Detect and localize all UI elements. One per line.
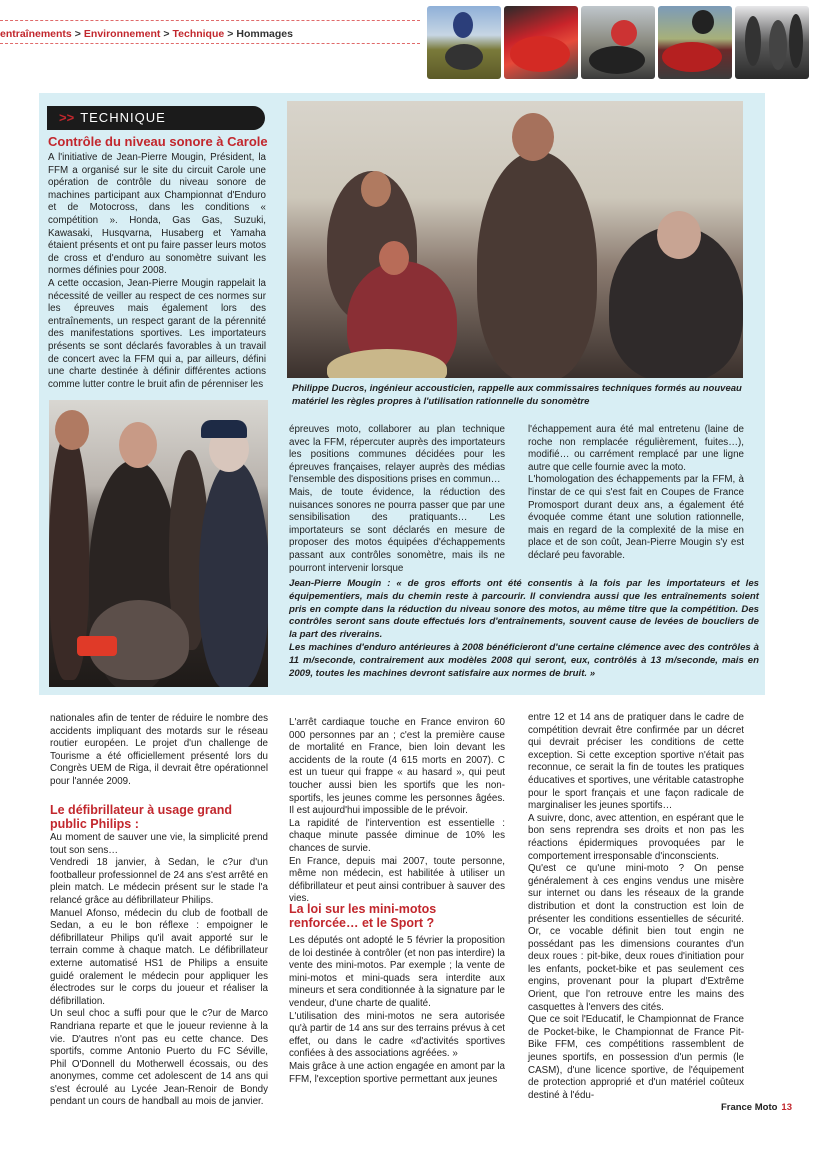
breadcrumb-item-technique[interactable]: Technique: [172, 28, 225, 40]
article-paragraph: Un seul choc a suffi pour que le c?ur de Marco Randriana reparte et que le joueur revienne à la vie. D'autres n'ont pas eu cette chance. Des sportifs, comme Antonio Puerto du FC Séville, Phil O'Donnell du Motherwell écossais, ou des anonymes, comme cet adolescent de 14 ans qui s'est écroulé au Lycée Jean-Renoir de Bondy pendant un cours de handball au mois de janvier.: [50, 1008, 268, 1108]
header-thumb-rider-1: [427, 6, 501, 79]
page-footer: [721, 1102, 792, 1113]
article-paragraph: A cette occasion, Jean-Pierre Mougin rappelait la nécessité de veiller au respect de ces normes sur les épreuves mais également lors des entraînements, un respect garant de la pérennité des manifestations sportives. Les importateurs présents se sont déclarés favorables à un travail de concert avec la FFM qui a, par ailleurs, défini une charte destinée à définir différentes actions comme lutter contre le bruit afin de pérenniser les: [48, 277, 266, 390]
article-col-2: [289, 424, 505, 575]
article-paragraph: La rapidité de l'intervention est essentielle : chaque minute passée diminue de 10% les chances de survie.: [289, 817, 505, 854]
lower-col-3: [528, 712, 744, 1102]
article-paragraph: entre 12 et 14 ans de pratiquer dans le cadre de compétition devrait être confirmée par un décret qui devrait préciser les conditions de cette exception. Si cette exception sportive n'était pas reconnue, ce serait la fin de toutes les pratiques éducatives et sportives, une véritable catastrophe pour le sport français et une façon radicale de marginaliser les jeunes sportifs…: [528, 712, 744, 812]
page-number: 13: [781, 1102, 792, 1113]
article-paragraph: Vendredi 18 janvier, à Sedan, le c?ur d'un footballeur professionnel de 24 ans s'est arrêté en plein match. Le médecin présent sur le stade l'a relancé grâce au défibrillateur Philips.: [50, 857, 268, 906]
article-paragraph: Manuel Afonso, médecin du club de football de Sedan, a eu le bon réflexe : empoigner le défibrillateur Philips qu'il avait apporté sur le terrain comme à chaque match. Le défibrillateur externe automatisé HS1 de Philips a ensuite guidé oralement le médecin pour appliquer les électrodes sur le corps du joueur et réaliser la défibrillation.: [50, 907, 268, 1007]
lower-col-1-intro: [50, 713, 268, 789]
article-paragraph: Que ce soit l'Educatif, le Championnat de France de Pocket-bike, le Championnat de France Pit-Bike FFM, ces compétitions rassemblent de jeunes sportifs, en possession d'un permis (le CASM), d'une licence sportive, de l'équipement de protection approprié et d'un matériel coûteux destiné à l'édu-: [528, 1014, 744, 1101]
article-paragraph: L'arrêt cardiaque touche en France environ 60 000 personnes par an ; c'est la première cause de mortalité en France, bien loin devant les accidents de la route (4 615 morts en 2007). C est un tueur qui frappe « au hasard », qui peut toucher aussi bien les sportifs que les non-sportifs, les jeunes comme les personnes âgées. Il est aujourd'hui impossible de le prévoir.: [289, 717, 505, 817]
header-rule-bottom: [0, 43, 420, 44]
photo-officials-group: [49, 400, 268, 687]
lower-col-2-defib: [289, 717, 505, 906]
header-thumb-rider-2: [504, 6, 578, 79]
article-paragraph: épreuves moto, collaborer au plan technique avec la FFM, répercuter auprès des importateurs les positions communes décidées pour les épreuves françaises, relayer auprès des médias l'ensemble des dispositions prises en commun…: [289, 424, 505, 486]
article-paragraph: l'échappement aura été mal entretenu (laine de roche non remplacée régulièrement, fuites…), modifié… ou carrément remplacé par une ligne autre que celle fournie avec la moto.: [528, 424, 744, 473]
section-tag: [47, 106, 265, 130]
photo-sonometre-demo: [287, 101, 743, 378]
mini-motos-title: La loi sur les mini-motos renforcée… et le Sport ?: [289, 902, 437, 930]
article-paragraph: Mais, de toute évidence, la réduction des nuisances sonores ne pourra passer que par une sensibilisation des pratiquants… Les importateurs se sont déclarés en mesure de proposer des motos équipées d'échappements passant aux contrôles sonomètre, mais ils ne pourront intervenir lorsque: [289, 486, 505, 574]
photo-caption: Philippe Ducros, ingénieur accousticien, rappelle aux commissaires techniques formés au nouveau matériel les règles propres à l'utilisation rationnelle du sonomètre: [292, 383, 742, 407]
header-rule-top: [0, 20, 420, 21]
article-paragraph: Qu'est ce qu'une mini-moto ? On pense généralement à ces engins vendus une misère sur internet ou dans les réseaux de la grande distribution et dont la construction est loin de présenter les conditions essentielles de sécurité. Or, ce vocable définit bien tout engin ne possédant pas les dimensions courantes d'un deux roues : pit-bike, deux roues d'initiation pour les enfants, pocket-bike et pas seulement ces engins, provenant pour la plupart d'Extrême Orient, que l'on retrouve entre les mains des casquettes à l'envers des cités.: [528, 863, 744, 1013]
article-paragraph: A l'initiative de Jean-Pierre Mougin, Président, la FFM a organisé sur le site du circuit Carole une opération de contrôle du niveau sonore de machines participant aux Championnat d'Enduro et de Motocross, dans les conditions « compétition ». Honda, Gas Gas, Suzuki, Kawasaki, Husqvarna, Husaberg et Yamaha étaient présents et ont pu faire passer leurs motos de cross et d'enduro au sonomètre suivant les normes définies pour 2008.: [48, 152, 266, 277]
article-title: Contrôle du niveau sonore à Carole: [48, 134, 268, 149]
article-paragraph: L'utilisation des mini-motos ne sera autorisée qu'à partir de 14 ans sur des terrains prévus à cet effet, ou dans le cadre «d'activités sportives confiées à des associations agréées. »: [289, 1010, 505, 1060]
quote-paragraph: Jean-Pierre Mougin : « de gros efforts ont été consentis à la fois par les importateurs et les équipementiers, mais du chemin reste à parcourir. Il conviendra aussi que les entraînements soient pris en compte dans la réduction du niveau sonore des motos, au même titre que la compétition. Des contrôles seront sans doute effectués lors d'entraînements, souvent cause de levées de boucliers de la part des riverains.: [289, 578, 759, 641]
double-chevron-icon: >>: [59, 110, 75, 125]
article-paragraph: L'homologation des échappements par la FFM, à l'instar de ce qui s'est fait en Coupes de France Promosport durant deux ans, a également été évoquée comme étant une solution rationnelle, mais en regard de la complexité de la mise en place et de son coût, Jean-Pierre Mougin s'y est déclaré peu favorable.: [528, 474, 744, 561]
lower-col-1-defib: [50, 832, 268, 1109]
article-paragraph: Les députés ont adopté le 5 février la proposition de loi destinée à contrôler (et non pas interdire) la vente des mini-motos. Par exemple ; la vente de mini-motos et mini-quads sera interdite aux mineurs et sera conditionnée à la signature par le vendeur, d'une charte de qualité.: [289, 935, 505, 1009]
header-thumb-rider-3: [581, 6, 655, 79]
article-paragraph: A suivre, donc, avec attention, en espérant que le bon sens reprendra ses droits et non pas les réactions épidermiques provoquées par le comportement irresponsable d'inconscients.: [528, 812, 744, 862]
header-photo-strip: [427, 6, 809, 79]
section-tag-label: TECHNIQUE: [80, 110, 166, 125]
article-col-1: [48, 152, 266, 391]
header-thumb-rider-4: [658, 6, 732, 79]
article-paragraph: nationales afin de tenter de réduire le nombre des accidents impliquant des motards sur le réseau routier européen. Le projet d'un challenge de Tourisme a été officiellement présenté lors du Congrès UEM de Riga, il devrait être opérationnel pour l'année 2009.: [50, 713, 268, 787]
breadcrumb-item-entrainements[interactable]: entraînements: [0, 28, 72, 40]
breadcrumb: entraînements > Environnement > Technique > Hommages: [0, 28, 293, 40]
article-paragraph: En France, depuis mai 2007, toute personne, même non médecin, est habilitée à utiliser un défibrillateur et peut ainsi contribuer à sauver des vies.: [289, 855, 505, 905]
quote-paragraph: Les machines d'enduro antérieures à 2008 bénéficieront d'une certaine clémence avec des contrôles à 11 m/seconde, contrairement aux modèles 2008 qui seront, eux, contrôlés à 13 m/seconde, mais en 2009, toutes les machines devront satisfaire aux normes de bruit. »: [289, 641, 759, 679]
breadcrumb-item-environnement[interactable]: Environnement: [83, 28, 161, 40]
article-paragraph: Mais grâce à une action engagée en amont par la FFM, l'exception sportive permettant aux jeunes: [289, 1060, 505, 1085]
breadcrumb-item-hommages[interactable]: Hommages: [236, 28, 293, 40]
lower-col-2-law: [289, 935, 505, 1086]
defibrillator-title: Le défibrillateur à usage grand public Philips :: [50, 803, 232, 831]
pull-quote: [289, 578, 759, 680]
magazine-name: France Moto: [720, 1102, 778, 1113]
article-paragraph: Au moment de sauver une vie, la simplicité prend tout son sens…: [50, 832, 268, 856]
article-col-3: [528, 424, 744, 563]
header-thumb-riders-group: [735, 6, 809, 79]
